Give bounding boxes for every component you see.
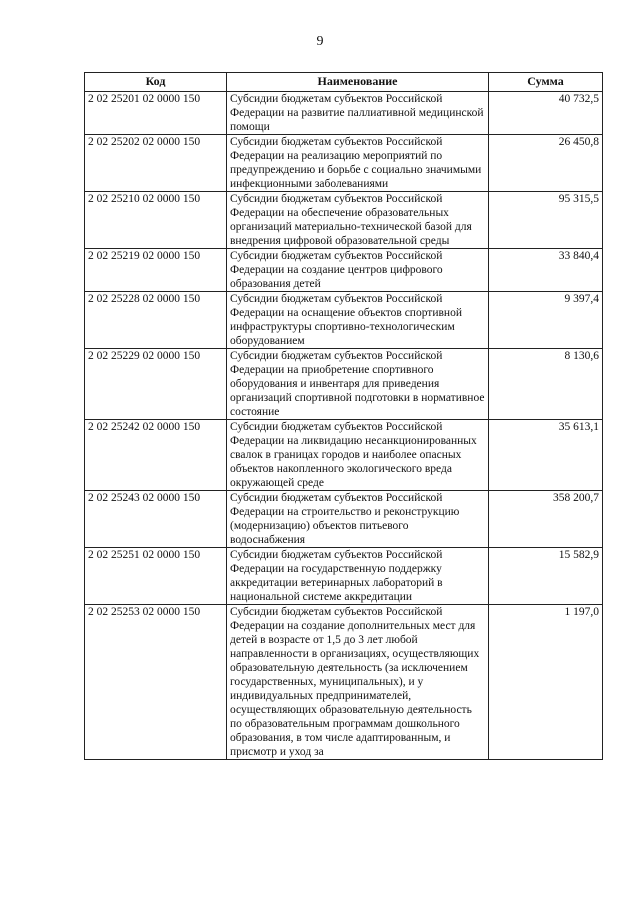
row-name: Субсидии бюджетам субъектов Российской Федерации на обеспечение образовательных организаций материально-технической базой для внедрения цифровой образовательной среды [227, 192, 489, 249]
table-row [85, 135, 603, 192]
row-sum: 1 197,0 [489, 605, 603, 760]
row-name: Субсидии бюджетам субъектов Российской Федерации на реализацию мероприятий по предупреждению и борьбе с социально значимыми инфекционными заболеваниями [227, 135, 489, 192]
row-code: 2 02 25229 02 0000 150 [85, 349, 227, 420]
row-sum: 15 582,9 [489, 548, 603, 605]
row-sum: 26 450,8 [489, 135, 603, 192]
row-name: Субсидии бюджетам субъектов Российской Федерации на развитие паллиативной медицинской помощи [227, 92, 489, 135]
row-code: 2 02 25201 02 0000 150 [85, 92, 227, 135]
table-header-row [85, 73, 603, 92]
row-name: Субсидии бюджетам субъектов Российской Федерации на ликвидацию несанкционированных свалок в границах городов и наиболее опасных объектов накопленного экологического вреда окружающей среде [227, 420, 489, 491]
table-row [85, 349, 603, 420]
row-code: 2 02 25243 02 0000 150 [85, 491, 227, 548]
row-code: 2 02 25253 02 0000 150 [85, 605, 227, 760]
row-name: Субсидии бюджетам субъектов Российской Федерации на строительство и реконструкцию (модернизацию) объектов питьевого водоснабжения [227, 491, 489, 548]
row-sum: 33 840,4 [489, 249, 603, 292]
table-row [85, 249, 603, 292]
table-row [85, 92, 603, 135]
row-code: 2 02 25210 02 0000 150 [85, 192, 227, 249]
header-name: Наименование [227, 73, 489, 92]
row-code: 2 02 25251 02 0000 150 [85, 548, 227, 605]
row-name: Субсидии бюджетам субъектов Российской Федерации на приобретение спортивного оборудования и инвентаря для приведения организаций спортивной подготовки в нормативное состояние [227, 349, 489, 420]
table-row [85, 420, 603, 491]
table-row [85, 292, 603, 349]
table-row [85, 491, 603, 548]
budget-table [84, 72, 603, 760]
table-row [85, 605, 603, 760]
header-code: Код [85, 73, 227, 92]
page-number: 9 [316, 34, 324, 49]
row-sum: 35 613,1 [489, 420, 603, 491]
row-code: 2 02 25228 02 0000 150 [85, 292, 227, 349]
row-code: 2 02 25219 02 0000 150 [85, 249, 227, 292]
row-sum: 8 130,6 [489, 349, 603, 420]
row-sum: 95 315,5 [489, 192, 603, 249]
row-name: Субсидии бюджетам субъектов Российской Федерации на оснащение объектов спортивной инфраструктуры спортивно-технологическим оборудованием [227, 292, 489, 349]
table-row [85, 192, 603, 249]
row-sum: 40 732,5 [489, 92, 603, 135]
row-name: Субсидии бюджетам субъектов Российской Федерации на создание дополнительных мест для детей в возрасте от 1,5 до 3 лет любой направленности в организациях, осуществляющих образовательную деятельность (за исключением государственных, муниципальных), и у индивидуальных предпринимателей, осуществляющих образовательную деятельность по образовательным программам дошкольного образования, в том числе адаптированным, и присмотр и уход за [227, 605, 489, 760]
row-name: Субсидии бюджетам субъектов Российской Федерации на создание центров цифрового образования детей [227, 249, 489, 292]
row-sum: 9 397,4 [489, 292, 603, 349]
table-row [85, 548, 603, 605]
row-name: Субсидии бюджетам субъектов Российской Федерации на государственную поддержку аккредитации ветеринарных лабораторий в национальной системе аккредитации [227, 548, 489, 605]
row-sum: 358 200,7 [489, 491, 603, 548]
row-code: 2 02 25242 02 0000 150 [85, 420, 227, 491]
row-code: 2 02 25202 02 0000 150 [85, 135, 227, 192]
header-sum: Сумма [489, 73, 603, 92]
